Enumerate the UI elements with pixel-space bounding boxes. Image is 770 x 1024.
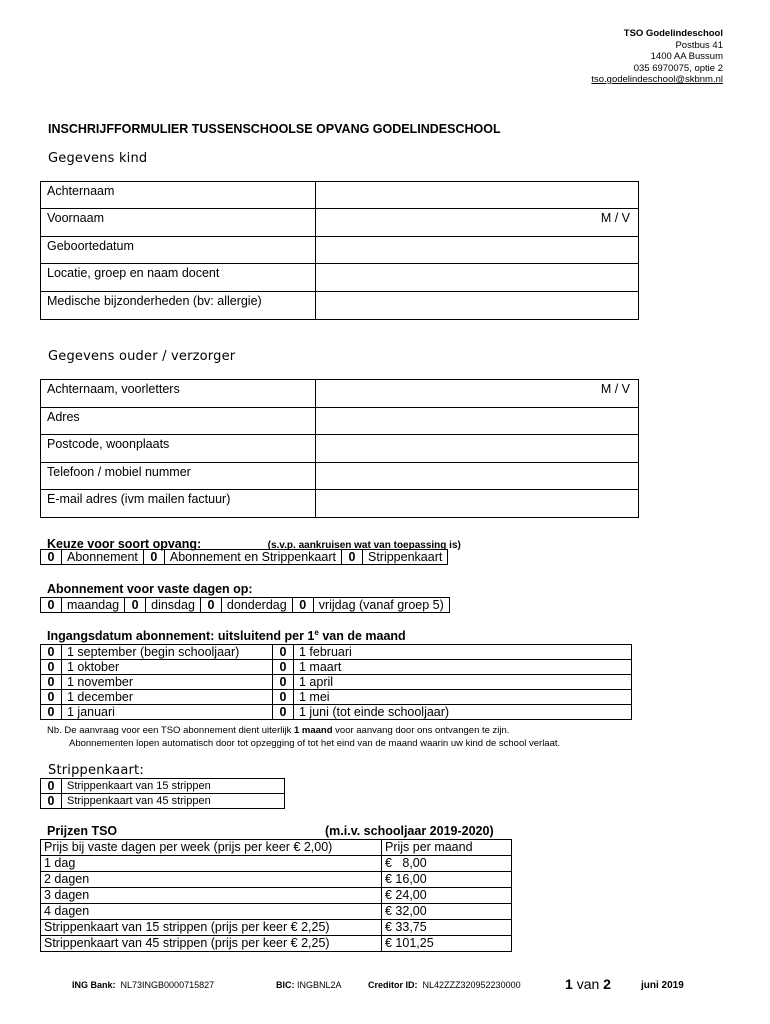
strip-heading: Strippenkaart: xyxy=(48,763,144,778)
days-options-table xyxy=(40,597,450,613)
price-row xyxy=(41,888,512,904)
choice-hint: (s.v.p. aankruisen wat van toepassing is) xyxy=(267,540,461,551)
city: 1400 AA Bussum xyxy=(650,51,723,62)
strip-label: Strippenkaart van 15 strippen xyxy=(62,779,285,794)
strip-checkbox[interactable]: 0 xyxy=(41,794,62,809)
prices-heading-year: (m.i.v. schooljaar 2019-2020) xyxy=(325,824,494,838)
choice-option-label: Abonnement en Strippenkaart xyxy=(164,550,341,565)
child-field-label: Voornaam xyxy=(41,209,316,237)
price-value: € 24,00 xyxy=(382,888,512,904)
days-checkbox[interactable]: 0 xyxy=(200,598,221,613)
start-checkbox[interactable]: 0 xyxy=(273,690,294,705)
child-field-input[interactable] xyxy=(316,264,639,292)
start-month-label: 1 november xyxy=(62,675,273,690)
parent-field-input[interactable] xyxy=(316,463,639,490)
start-checkbox[interactable]: 0 xyxy=(41,645,62,660)
start-month-label: 1 april xyxy=(294,675,632,690)
start-month-label: 1 september (begin schooljaar) xyxy=(62,645,273,660)
choice-checkbox[interactable]: 0 xyxy=(143,550,164,565)
prices-heading: Prijzen TSO xyxy=(47,824,118,838)
start-month-label: 1 december xyxy=(62,690,273,705)
start-month-label: 1 maart xyxy=(294,660,632,675)
start-date-row xyxy=(41,675,632,690)
start-date-row xyxy=(41,660,632,675)
strip-row xyxy=(41,779,285,794)
child-form-row xyxy=(41,182,639,209)
start-checkbox[interactable]: 0 xyxy=(273,660,294,675)
email-link[interactable]: tso.godelindeschool@skbnm.nl xyxy=(591,74,723,85)
days-option-label: maandag xyxy=(62,598,125,613)
footer-creditor: Creditor ID: NL42ZZZ320952230000 xyxy=(368,980,521,990)
days-option-label: vrijdag (vanaf groep 5) xyxy=(313,598,449,613)
section-heading-parent: Gegevens ouder / verzorger xyxy=(48,349,236,364)
days-checkbox[interactable]: 0 xyxy=(125,598,146,613)
parent-field-label: Telefoon / mobiel nummer xyxy=(41,463,316,490)
price-row xyxy=(41,920,512,936)
price-label: 2 dagen xyxy=(41,872,382,888)
start-date-row xyxy=(41,705,632,720)
days-option-label: dinsdag xyxy=(146,598,201,613)
price-label: 1 dag xyxy=(41,856,382,872)
price-value: € 16,00 xyxy=(382,872,512,888)
child-form-row xyxy=(41,237,639,264)
strip-checkbox[interactable]: 0 xyxy=(41,779,62,794)
parent-form-row xyxy=(41,435,639,463)
start-checkbox[interactable]: 0 xyxy=(41,690,62,705)
days-option-label: donderdag xyxy=(221,598,292,613)
parent-field-label: Achternaam, voorletters xyxy=(41,380,316,408)
child-form-row xyxy=(41,264,639,292)
price-row xyxy=(41,872,512,888)
phone: 035 6970075, optie 2 xyxy=(633,62,723,74)
price-value: € 33,75 xyxy=(382,920,512,936)
parent-field-input[interactable]: M / V xyxy=(316,380,639,408)
footer-bank: ING Bank: NL73INGB0000715827 xyxy=(72,980,215,990)
price-value: € 101,25 xyxy=(382,936,512,952)
start-checkbox[interactable]: 0 xyxy=(273,645,294,660)
footer-bic: BIC: INGBNL2A xyxy=(276,980,342,990)
start-date-row xyxy=(41,645,632,660)
school-address xyxy=(591,28,723,86)
start-month-label: 1 mei xyxy=(294,690,632,705)
parent-form-row xyxy=(41,463,639,490)
child-field-label: Achternaam xyxy=(41,182,316,209)
price-label: 3 dagen xyxy=(41,888,382,904)
prices-col-label: Prijs bij vaste dagen per week (prijs per keer € 2,00) xyxy=(41,840,382,856)
parent-field-label: Adres xyxy=(41,408,316,435)
child-field-label: Geboortedatum xyxy=(41,237,316,264)
parent-form-row xyxy=(41,408,639,435)
po-box: Postbus 41 xyxy=(675,39,723,51)
days-checkbox[interactable]: 0 xyxy=(41,598,62,613)
start-checkbox[interactable]: 0 xyxy=(41,705,62,720)
parent-field-input[interactable] xyxy=(316,435,639,463)
price-label: Strippenkaart van 45 strippen (prijs per keer € 2,25) xyxy=(41,936,382,952)
parent-field-label: E-mail adres (ivm mailen factuur) xyxy=(41,490,316,518)
start-heading: Ingangsdatum abonnement: uitsluitend per 1e van de maand xyxy=(47,628,406,644)
start-checkbox[interactable]: 0 xyxy=(41,675,62,690)
start-month-label: 1 juni (tot einde schooljaar) xyxy=(294,705,632,720)
start-date-row xyxy=(41,690,632,705)
start-checkbox[interactable]: 0 xyxy=(41,660,62,675)
prices-col-price: Prijs per maand xyxy=(382,840,512,856)
choice-option-label: Abonnement xyxy=(62,550,144,565)
price-row xyxy=(41,904,512,920)
child-field-label: Medische bijzonderheden (bv: allergie) xyxy=(41,292,316,320)
prices-header-row xyxy=(41,840,512,856)
start-date-table xyxy=(40,644,632,720)
section-heading-child: Gegevens kind xyxy=(48,151,148,166)
school-name: TSO Godelindeschool xyxy=(623,28,723,39)
parent-form-row xyxy=(41,380,639,408)
choice-checkbox[interactable]: 0 xyxy=(341,550,362,565)
choice-options-table xyxy=(40,549,448,565)
start-note-2: Abonnementen lopen automatisch door tot opzegging of tot het eind van de maand waarin uw kind de school verlaat. xyxy=(69,738,561,749)
parent-field-label: Postcode, woonplaats xyxy=(41,435,316,463)
price-row xyxy=(41,856,512,872)
parent-field-input[interactable] xyxy=(316,490,639,518)
parent-form-row xyxy=(41,490,639,518)
start-month-label: 1 januari xyxy=(62,705,273,720)
parent-form-table xyxy=(40,379,639,518)
start-checkbox[interactable]: 0 xyxy=(273,675,294,690)
days-checkbox[interactable]: 0 xyxy=(292,598,313,613)
choice-heading: Keuze voor soort opvang: xyxy=(47,537,202,551)
child-field-input[interactable] xyxy=(316,292,639,320)
strip-row xyxy=(41,794,285,809)
parent-field-input[interactable] xyxy=(316,408,639,435)
strip-table xyxy=(40,778,285,809)
child-field-input[interactable]: M / V xyxy=(316,209,639,237)
start-checkbox[interactable]: 0 xyxy=(273,705,294,720)
price-row xyxy=(41,936,512,952)
choice-option-label: Strippenkaart xyxy=(362,550,447,565)
start-month-label: 1 februari xyxy=(294,645,632,660)
child-field-label: Locatie, groep en naam docent xyxy=(41,264,316,292)
prices-table xyxy=(40,839,512,952)
footer-date: juni 2019 xyxy=(641,980,684,991)
days-heading: Abonnement voor vaste dagen op: xyxy=(47,582,253,596)
start-month-label: 1 oktober xyxy=(62,660,273,675)
child-form-table xyxy=(40,181,639,320)
child-field-input[interactable] xyxy=(316,182,639,209)
page-number: 1 van 2 xyxy=(565,976,611,992)
page-title: INSCHRIJFFORMULIER TUSSENSCHOOLSE OPVANG GODELINDESCHOOL xyxy=(48,122,501,136)
price-value: € 32,00 xyxy=(382,904,512,920)
start-note-1: Nb. De aanvraag voor een TSO abonnement dient uiterlijk 1 maand voor aanvang door ons ontvangen te zijn. xyxy=(47,725,510,736)
strip-label: Strippenkaart van 45 strippen xyxy=(62,794,285,809)
child-form-row xyxy=(41,292,639,320)
price-label: 4 dagen xyxy=(41,904,382,920)
choice-checkbox[interactable]: 0 xyxy=(41,550,62,565)
child-field-input[interactable] xyxy=(316,237,639,264)
child-form-row xyxy=(41,209,639,237)
price-value: € 8,00 xyxy=(382,856,512,872)
price-label: Strippenkaart van 15 strippen (prijs per keer € 2,25) xyxy=(41,920,382,936)
